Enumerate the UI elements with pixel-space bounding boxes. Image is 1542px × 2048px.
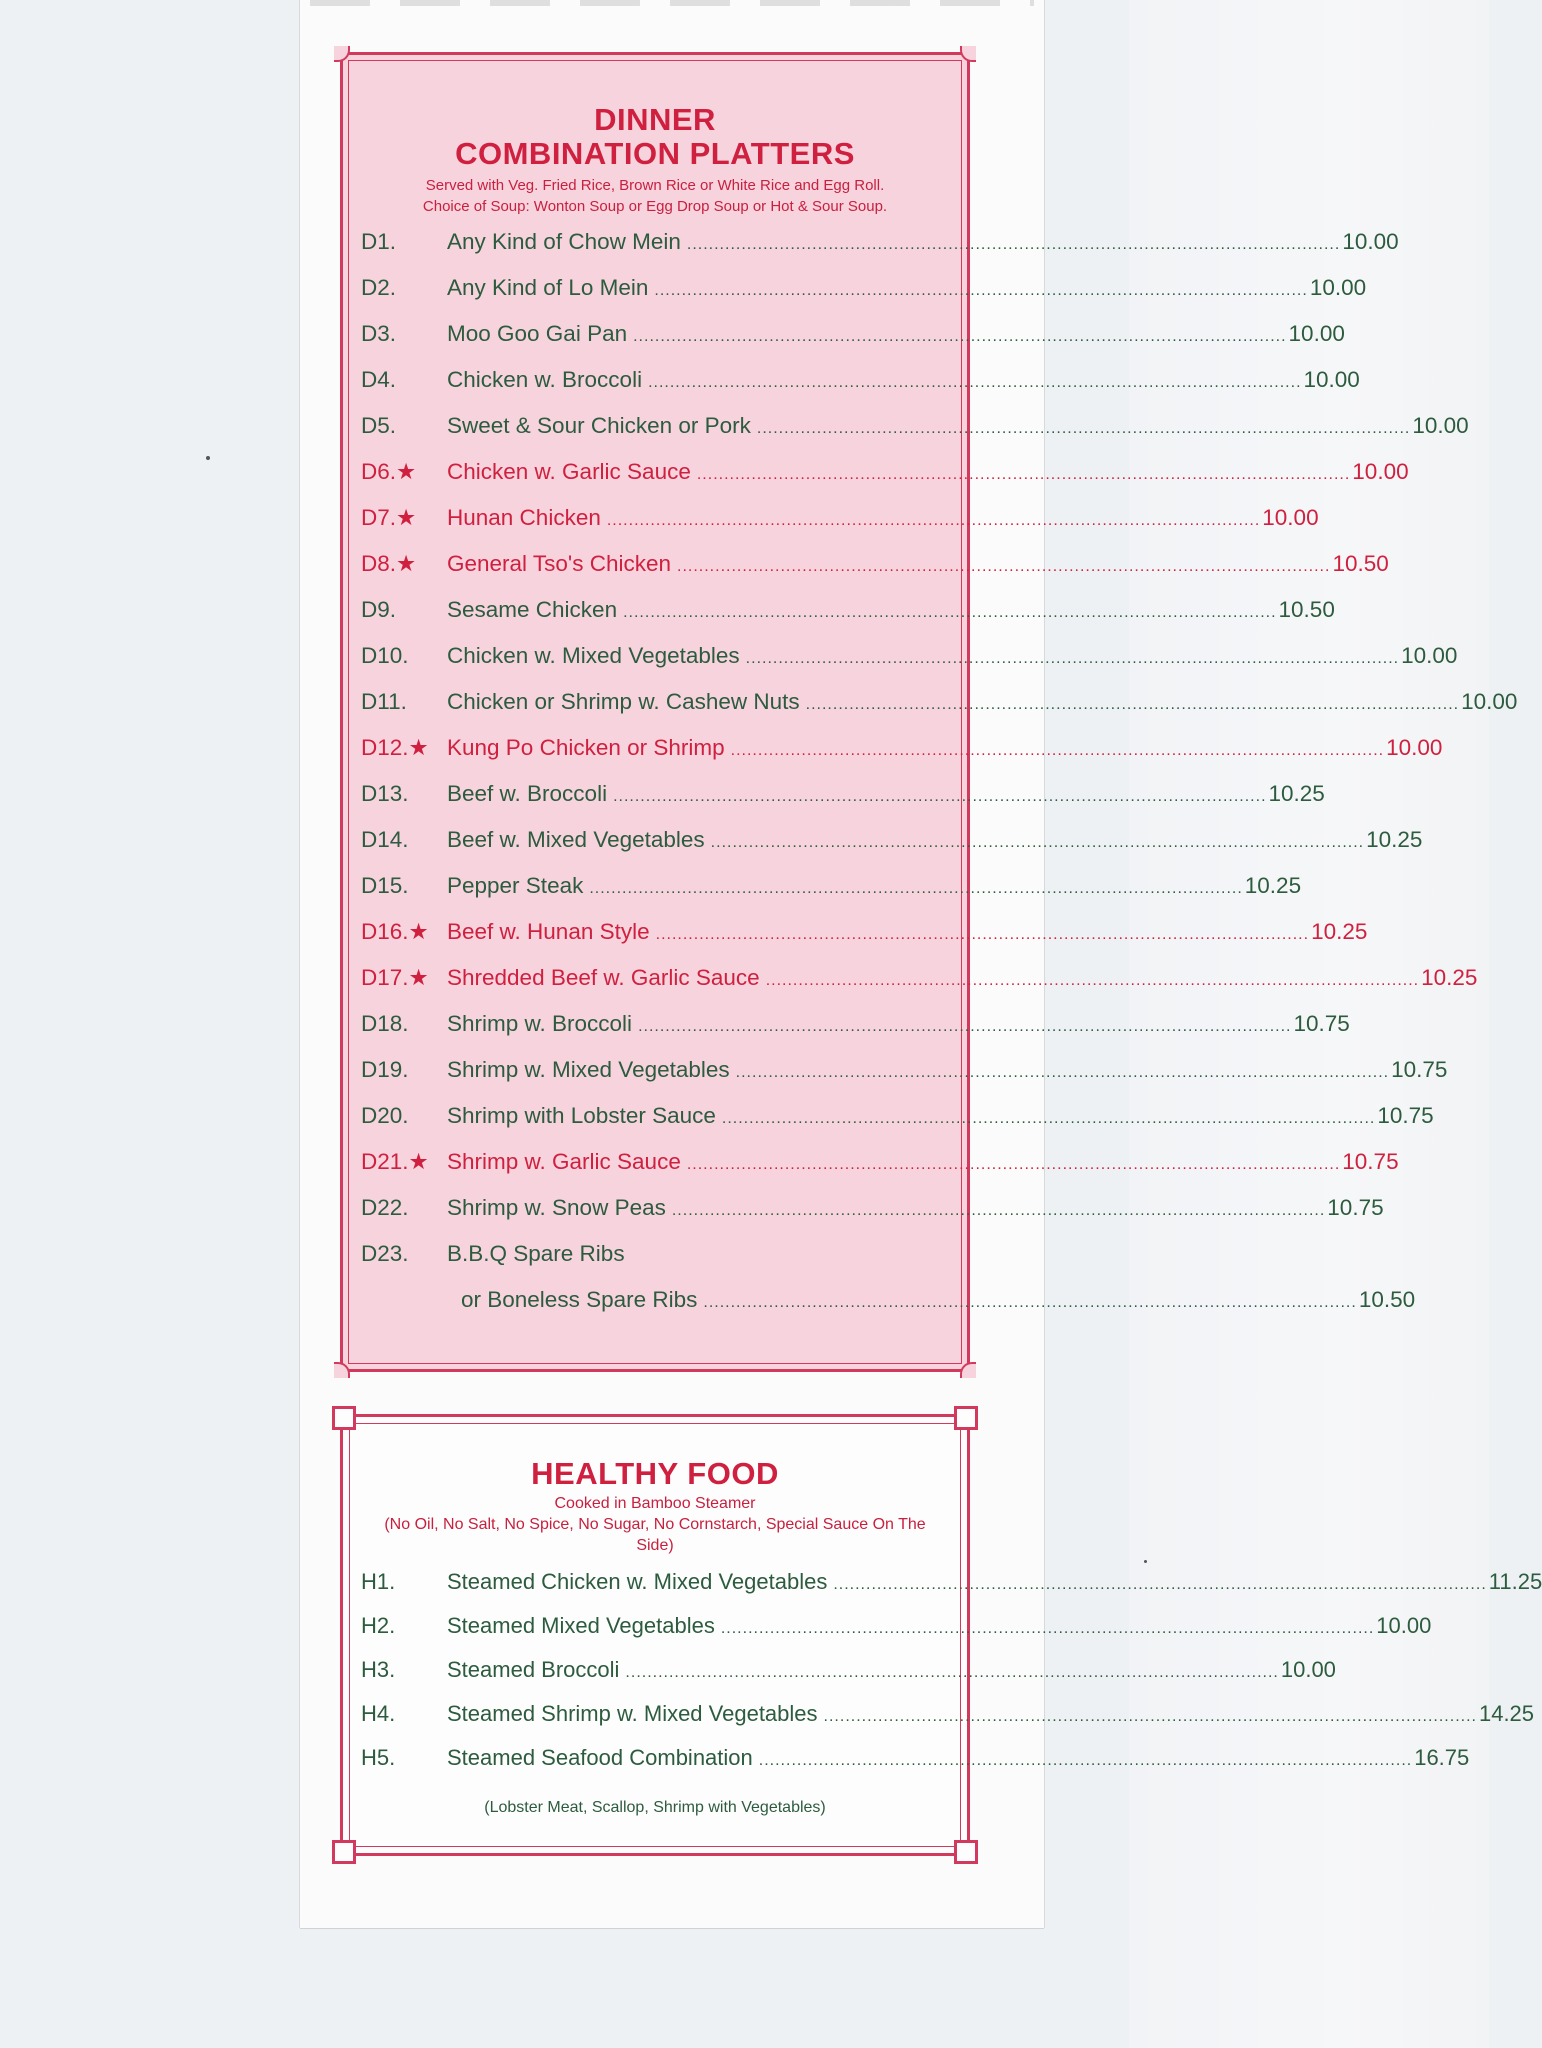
item-name: Sesame Chicken <box>447 597 618 622</box>
item-code: D9. <box>361 597 397 622</box>
section-subtitle: Cooked in Bamboo Steamer <box>554 1495 756 1512</box>
dot-leader: ........................................................................................................................ <box>686 236 1341 253</box>
item-price: 10.50 <box>1332 551 1389 576</box>
item-name: Steamed Broccoli <box>447 1657 620 1682</box>
item-price: 14.25 <box>1478 1701 1535 1726</box>
item-code: H3. <box>361 1657 396 1682</box>
item-price: 16.75 <box>1414 1745 1470 1770</box>
menu-item <box>361 873 1302 919</box>
healthy-menu-list <box>361 1569 1542 1789</box>
item-code: D16.★ <box>361 919 429 944</box>
item-name: Pepper Steak <box>447 873 584 898</box>
dot-leader: ........................................................................................................................ <box>721 1110 1376 1127</box>
item-name: Hunan Chicken <box>447 505 601 530</box>
menu-item <box>361 1287 1416 1333</box>
item-name: Steamed Mixed Vegetables <box>447 1613 715 1638</box>
item-name: Shredded Beef w. Garlic Sauce <box>447 965 760 990</box>
section-subtitle: (No Oil, No Salt, No Spice, No Sugar, No Cornstarch, Special Sauce On The Side) <box>384 1516 926 1554</box>
item-code: D6.★ <box>361 459 417 484</box>
item-code: D12.★ <box>361 735 429 760</box>
dot-leader: ........................................................................................................................ <box>703 1294 1357 1311</box>
section-title: DINNER <box>594 102 716 137</box>
item-name: Shrimp w. Broccoli <box>447 1011 633 1036</box>
menu-item <box>361 1657 1336 1701</box>
item-name: Shrimp with Lobster Sauce <box>447 1103 716 1128</box>
corner-ornament <box>954 1406 978 1430</box>
item-name: B.B.Q Spare Ribs <box>447 1241 625 1266</box>
scan-speck <box>1144 1560 1147 1563</box>
item-code: D21.★ <box>361 1149 429 1174</box>
item-price: 10.75 <box>1327 1195 1384 1220</box>
dot-leader: ........................................................................................................................ <box>589 880 1243 897</box>
item-price: 10.00 <box>1376 1613 1432 1638</box>
scan-speck <box>206 456 210 460</box>
menu-item <box>361 229 1399 275</box>
dot-leader: ........................................................................................................................ <box>765 972 1420 989</box>
menu-item <box>361 1569 1542 1613</box>
dot-leader: ........................................................................................................................ <box>625 1664 1279 1681</box>
dot-leader: ........................................................................................................................ <box>677 558 1331 575</box>
section-subtitle: Choice of Soup: Wonton Soup or Egg Drop Soup or Hot & Sour Soup. <box>422 198 888 215</box>
corner-ornament <box>334 46 350 62</box>
corner-ornament <box>960 46 976 62</box>
dot-leader: ........................................................................................................................ <box>696 466 1351 483</box>
dinner-combination-section <box>340 52 1518 1372</box>
item-code: D20. <box>361 1103 409 1128</box>
menu-item <box>361 597 1335 643</box>
item-name: Shrimp w. Garlic Sauce <box>447 1149 681 1174</box>
dot-leader: ........................................................................................................................ <box>823 1708 1477 1725</box>
item-price: 11.25 <box>1488 1569 1542 1594</box>
corner-ornament <box>332 1406 356 1430</box>
corner-ornament <box>332 1840 356 1864</box>
dot-leader: ........................................................................................................................ <box>758 1752 1413 1769</box>
item-name: Moo Goo Gai Pan <box>447 321 628 346</box>
section-title: HEALTHY FOOD <box>531 1456 779 1491</box>
item-code: D14. <box>361 827 409 852</box>
corner-ornament <box>954 1840 978 1864</box>
item-name: Chicken or Shrimp w. Cashew Nuts <box>447 689 800 714</box>
menu-item <box>361 643 1458 689</box>
item-name: or Boneless Spare Ribs <box>461 1287 698 1312</box>
section-note: (Lobster Meat, Scallop, Shrimp with Vegetables) <box>484 1799 826 1816</box>
item-code: H4. <box>361 1701 396 1726</box>
item-code: D18. <box>361 1011 409 1036</box>
item-name: Steamed Seafood Combination <box>447 1745 753 1770</box>
item-price: 10.00 <box>1461 689 1518 714</box>
item-price: 10.00 <box>1412 413 1469 438</box>
item-name: Beef w. Hunan Style <box>447 919 650 944</box>
item-name: Shrimp w. Mixed Vegetables <box>447 1057 730 1082</box>
item-price: 10.25 <box>1366 827 1423 852</box>
item-price: 10.50 <box>1358 1287 1416 1312</box>
menu-item <box>361 1701 1535 1745</box>
item-code: H2. <box>361 1613 396 1638</box>
item-price: 10.00 <box>1342 229 1399 254</box>
item-price: 10.00 <box>1262 505 1319 530</box>
section-title: COMBINATION PLATTERS <box>455 136 855 171</box>
item-price: 10.00 <box>1303 367 1360 392</box>
dot-leader: ........................................................................................................................ <box>720 1620 1375 1637</box>
item-name: Chicken w. Broccoli <box>447 367 643 392</box>
item-code: D11. <box>361 689 407 714</box>
dot-leader: ........................................................................................................................ <box>655 926 1310 943</box>
dot-leader: ........................................................................................................................ <box>730 742 1385 759</box>
item-code: D10. <box>361 643 409 668</box>
item-name: Steamed Shrimp w. Mixed Vegetables <box>447 1701 818 1726</box>
dinner-menu-list <box>361 229 1518 1333</box>
menu-item <box>361 1195 1384 1241</box>
menu-item <box>361 965 1478 1011</box>
item-name: Steamed Chicken w. Mixed Vegetables <box>447 1569 828 1594</box>
section-subtitle: Served with Veg. Fried Rice, Brown Rice or White Rice and Egg Roll. <box>425 177 885 194</box>
menu-item <box>361 781 1325 827</box>
item-code: H1. <box>361 1569 396 1594</box>
menu-item <box>361 413 1469 459</box>
item-code: D22. <box>361 1195 409 1220</box>
dot-leader: ........................................................................................................................ <box>654 282 1308 299</box>
dot-leader: ........................................................................................................................ <box>633 328 1287 345</box>
menu-item <box>361 1149 1399 1195</box>
item-name: Sweet & Sour Chicken or Pork <box>447 413 751 438</box>
item-name: Beef w. Broccoli <box>447 781 608 806</box>
dot-leader: ........................................................................................................................ <box>613 788 1267 805</box>
menu-item <box>361 321 1345 367</box>
menu-item <box>361 1613 1432 1657</box>
item-price: 10.00 <box>1280 1657 1336 1682</box>
dot-leader: ........................................................................................................................ <box>735 1064 1390 1081</box>
dot-leader: ........................................................................................................................ <box>710 834 1365 851</box>
menu-item <box>361 505 1319 551</box>
menu-item <box>361 735 1443 781</box>
item-code: D7.★ <box>361 505 417 530</box>
item-name: Chicken w. Garlic Sauce <box>447 459 691 484</box>
dot-leader: ........................................................................................................................ <box>745 650 1400 667</box>
dot-leader: ........................................................................................................................ <box>756 420 1411 437</box>
dot-leader: ........................................................................................................................ <box>623 604 1277 621</box>
item-name: Any Kind of Lo Mein <box>447 275 649 300</box>
menu-item <box>361 551 1389 597</box>
dot-leader: ........................................................................................................................ <box>648 374 1302 391</box>
item-code: D23. <box>361 1241 409 1266</box>
item-code: D3. <box>361 321 397 346</box>
item-code: D8.★ <box>361 551 417 576</box>
item-price: 10.00 <box>1288 321 1345 346</box>
item-code: D17.★ <box>361 965 429 990</box>
dot-leader: ........................................................................................................................ <box>805 696 1460 713</box>
item-code: H5. <box>361 1745 396 1770</box>
menu-item <box>361 919 1368 965</box>
dot-leader: ........................................................................................................................ <box>638 1018 1292 1035</box>
dot-leader: ........................................................................................................................ <box>686 1156 1341 1173</box>
menu-item <box>361 1745 1470 1789</box>
item-price: 10.00 <box>1352 459 1409 484</box>
corner-ornament <box>960 1362 976 1378</box>
menu-item <box>361 1241 937 1287</box>
item-price: 10.75 <box>1342 1149 1399 1174</box>
menu-item <box>361 459 1409 505</box>
page-top-edge <box>310 0 1034 6</box>
dot-leader: ........................................................................................................................ <box>671 1202 1326 1219</box>
item-price: 10.00 <box>1401 643 1458 668</box>
item-name: Kung Po Chicken or Shrimp <box>447 735 725 760</box>
menu-item <box>361 1103 1434 1149</box>
item-name: Beef w. Mixed Vegetables <box>447 827 705 852</box>
item-price: 10.25 <box>1244 873 1302 898</box>
menu-item <box>361 1057 1448 1103</box>
dot-leader: ........................................................................................................................ <box>606 512 1261 529</box>
item-name: Shrimp w. Snow Peas <box>447 1195 666 1220</box>
item-price: 10.25 <box>1421 965 1478 990</box>
item-price: 10.00 <box>1309 275 1367 300</box>
menu-item <box>361 827 1423 873</box>
menu-item <box>361 689 1518 735</box>
item-price: 10.75 <box>1377 1103 1434 1128</box>
healthy-food-section <box>340 1414 1542 1856</box>
item-price: 10.25 <box>1268 781 1325 806</box>
item-price: 10.25 <box>1311 919 1368 944</box>
item-price: 10.75 <box>1391 1057 1448 1082</box>
item-price: 10.00 <box>1386 735 1443 760</box>
menu-page <box>300 0 1542 1928</box>
item-code: D2. <box>361 275 397 300</box>
item-name: General Tso's Chicken <box>447 551 671 576</box>
item-name: Chicken w. Mixed Vegetables <box>447 643 740 668</box>
item-code: D1. <box>361 229 397 254</box>
item-price: 10.75 <box>1293 1011 1350 1036</box>
item-code: D4. <box>361 367 397 392</box>
item-code: D13. <box>361 781 409 806</box>
menu-item <box>361 275 1367 321</box>
corner-ornament <box>334 1362 350 1378</box>
item-code: D5. <box>361 413 397 438</box>
item-price: 10.50 <box>1278 597 1335 622</box>
item-code: D19. <box>361 1057 409 1082</box>
item-name: Any Kind of Chow Mein <box>447 229 681 254</box>
dot-leader: ........................................................................................................................ <box>833 1576 1487 1593</box>
menu-item <box>361 367 1360 413</box>
item-code: D15. <box>361 873 409 898</box>
menu-item <box>361 1011 1350 1057</box>
